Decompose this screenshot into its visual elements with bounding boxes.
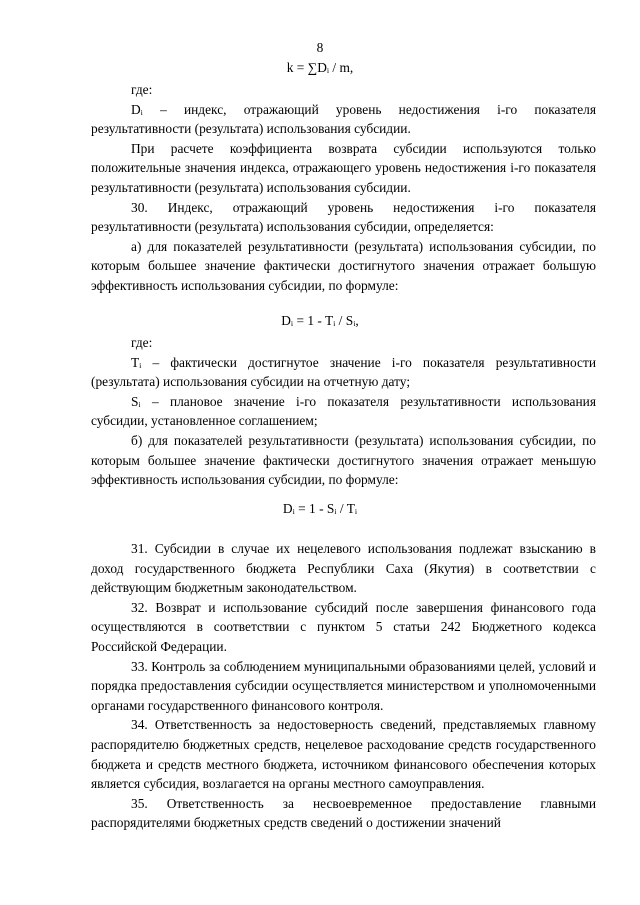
paragraph: где: xyxy=(131,82,153,97)
paragraph: а) для показателей результативности (результата) использования субсидии, по которым большее значение фактически достигнутого значения отражает большую эффективность использования субсидии, по формуле: xyxy=(91,238,596,293)
text-block-1 xyxy=(91,80,596,296)
formula-k: k = ∑Dᵢ / m, xyxy=(286,60,354,75)
paragraph: Sᵢ – плановое значение i-го показателя результативности использования субсидии, установленное соглашением; xyxy=(91,393,596,429)
paragraph: 35. Ответственность за несвоевременное предоставление главными распорядителями бюджетных средств сведений о достижении значений xyxy=(91,795,596,831)
text-block-2 xyxy=(91,333,596,490)
page-number: 8 xyxy=(316,40,324,55)
paragraph: где: xyxy=(131,335,153,350)
paragraph: б) для показателей результативности (результата) использования субсидии, по которым большее значение фактически достигнутого значения отражает меньшую эффективность использования субсидии, по формуле: xyxy=(91,432,596,488)
paragraph: 31. Субсидии в случае их нецелевого использования подлежат взысканию в доход государственного бюджета Республики Саха (Якутия) в соответствии с действующим бюджетным законодательством. xyxy=(91,541,596,596)
paragraph: 30. Индекс, отражающий уровень недостижения i-го показателя результативности (результата) использования субсидии, определяется: xyxy=(91,199,596,235)
paragraph: При расчете коэффициента возврата субсидии используются только положительные значения индекса, отражающего уровень недостижения i-го показателя результативности (результата) использования субсидии. xyxy=(91,140,596,195)
paragraph: 32. Возврат и использование субсидий после завершения финансового года осуществляются в соответствии с пунктом 5 статьи 242 Бюджетного кодекса Российской Федерации. xyxy=(91,599,596,654)
paragraph: Dᵢ – индекс, отражающий уровень недостижения i-го показателя результативности (результата) использования субсидии. xyxy=(91,101,596,137)
formula-d-variant-a: Dᵢ = 1 - Tᵢ / Sᵢ, xyxy=(281,313,359,328)
paragraph: Tᵢ – фактически достигнутое значение i-го показателя результативности (результата) использования субсидии на отчетную дату; xyxy=(91,354,596,390)
formula-d-variant-b: Dᵢ = 1 - Sᵢ / Tᵢ xyxy=(282,501,358,516)
text-block-3 xyxy=(91,539,596,833)
paragraph: 34. Ответственность за недостоверность сведений, представляемых главному распорядителю бюджетных средств, нецелевое расходование средств государственного бюджета и средств местного бюджета, источником финансового обеспечения которых является субсидия, возлагается на органы местного самоуправления. xyxy=(91,717,596,792)
paragraph: 33. Контроль за соблюдением муниципальными образованиями целей, условий и порядка предоставления субсидии осуществляется министерством и уполномоченными органами государственного финансового контроля. xyxy=(91,658,596,713)
